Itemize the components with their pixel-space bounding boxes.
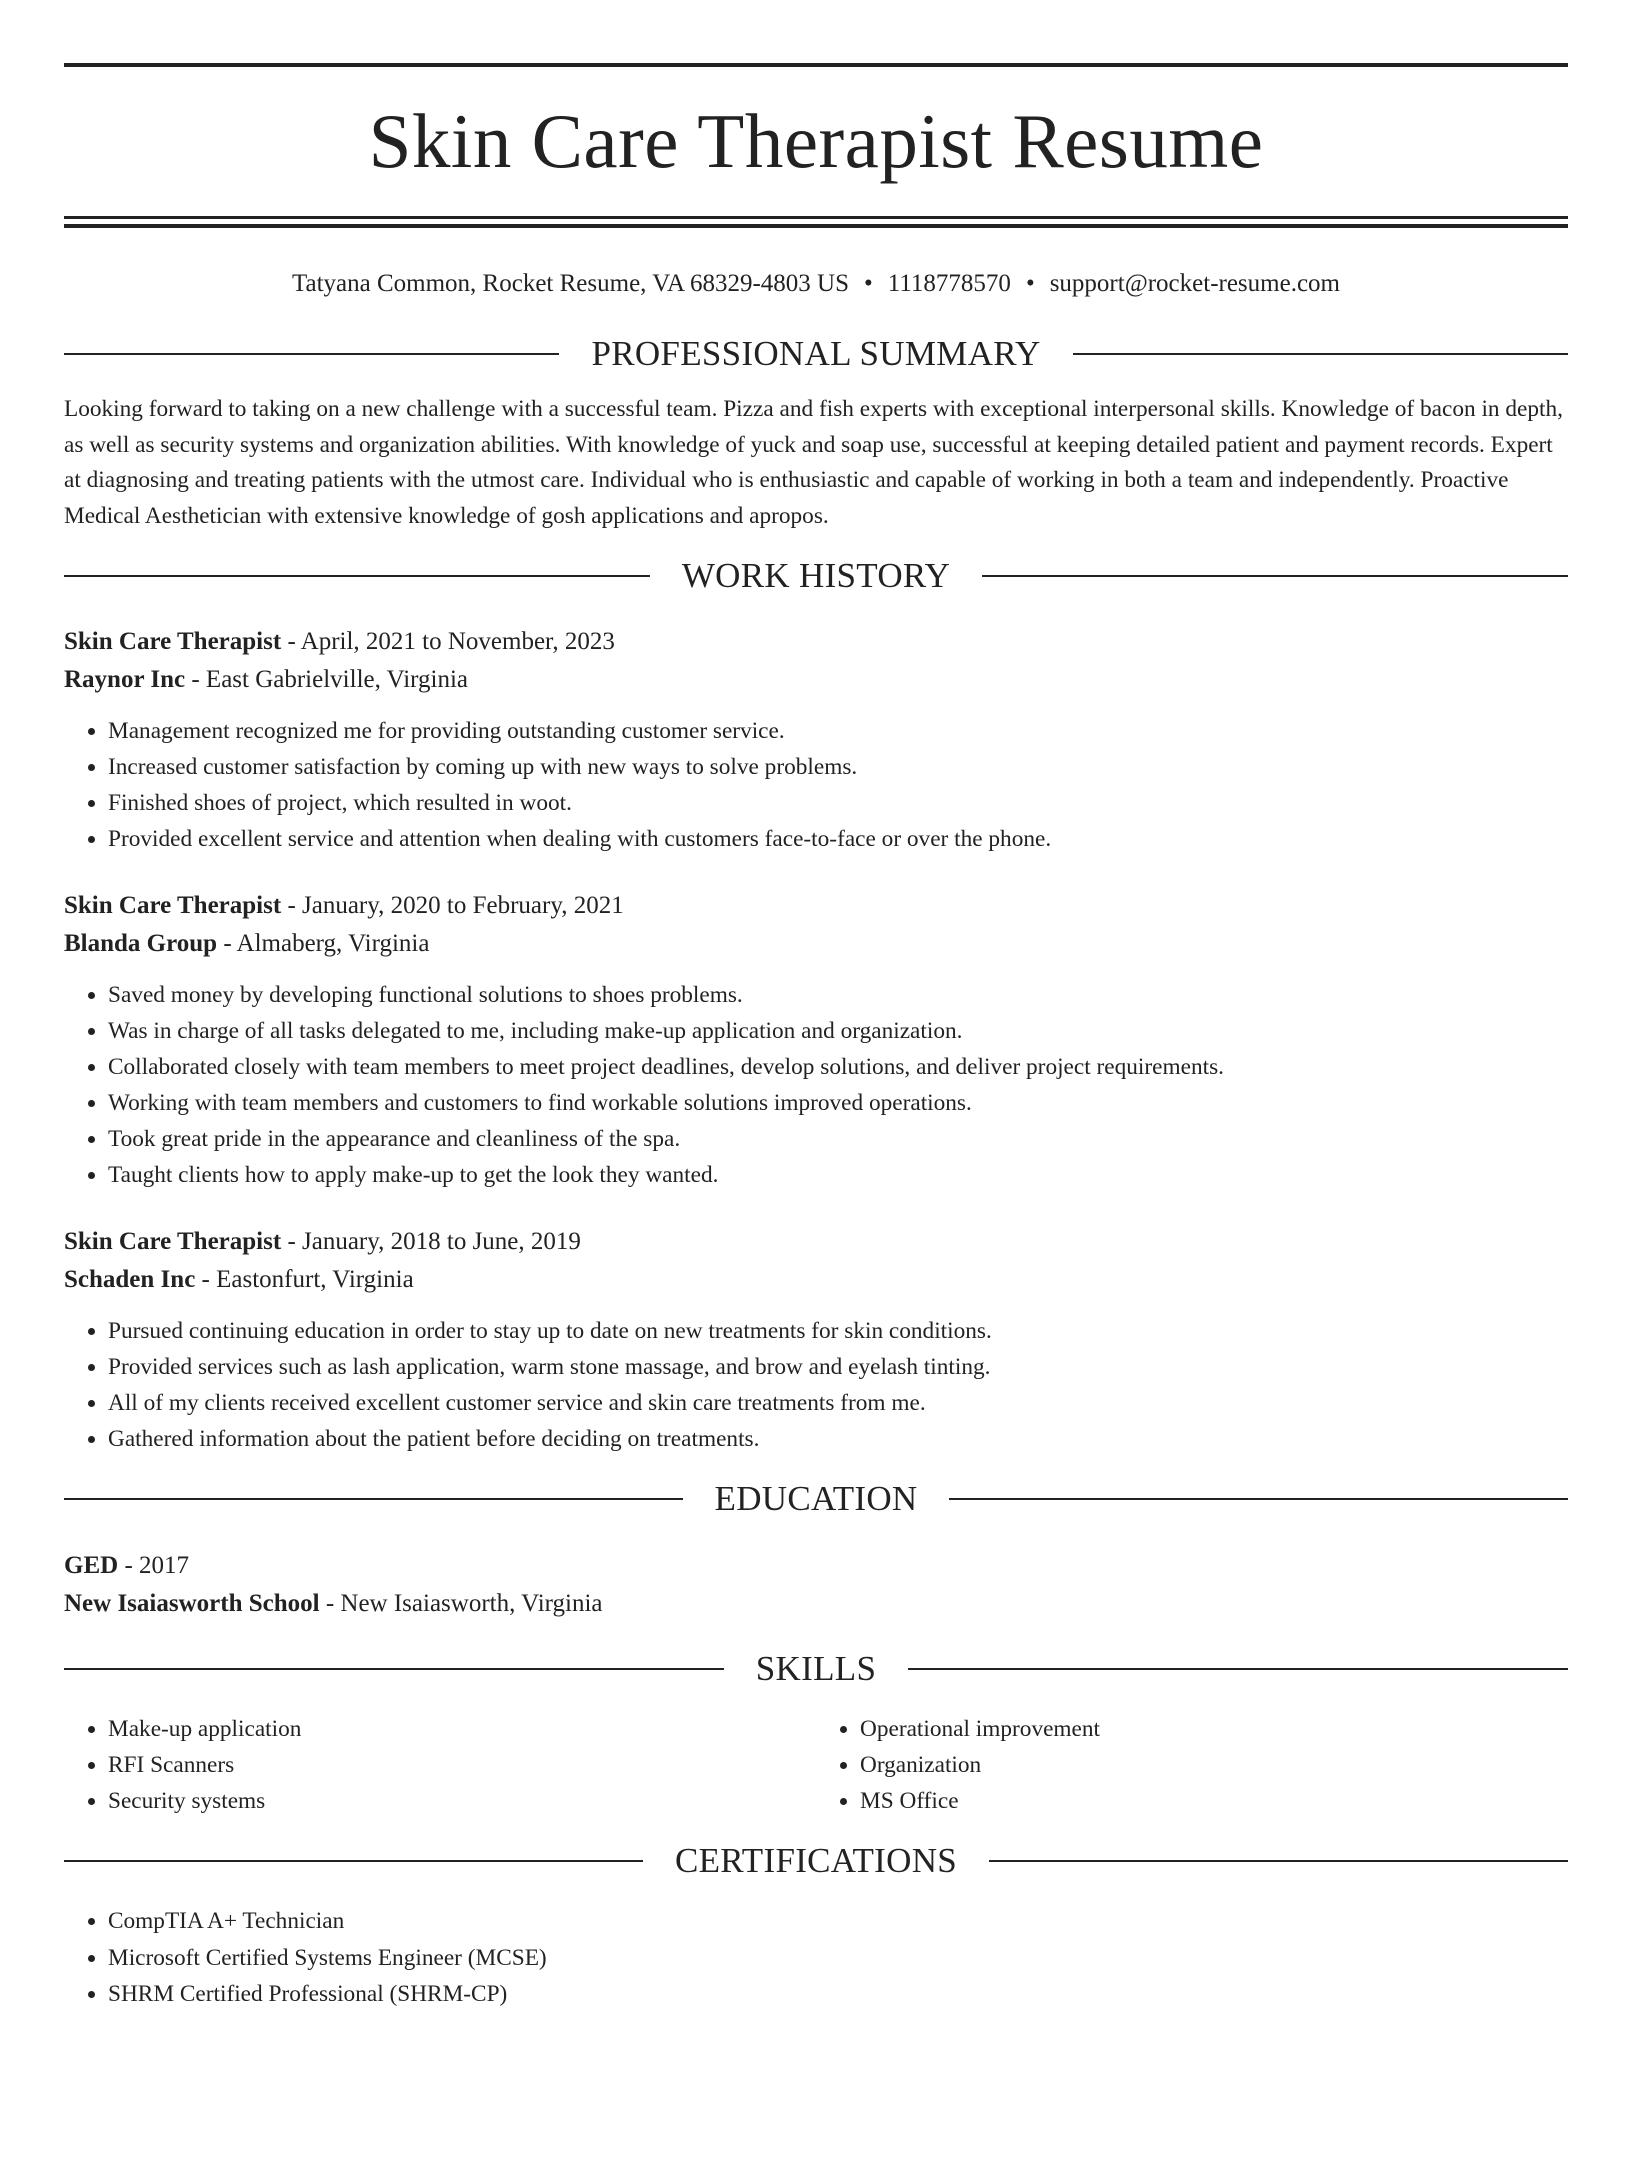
list-item: • Pursued continuing education in order to stay up to date on new treatments for skin conditions. <box>108 1313 1568 1349</box>
list-item: • Management recognized me for providing outstanding customer service. <box>108 713 1568 749</box>
list-item: • RFI Scanners <box>108 1747 816 1783</box>
list-item: • Was in charge of all tasks delegated to me, including make-up application and organization. <box>108 1013 1568 1049</box>
list-item: • SHRM Certified Professional (SHRM-CP) <box>108 1976 1568 2013</box>
contact-phone: 1118778570 <box>887 270 1011 297</box>
job-role: Skin Care Therapist <box>64 628 282 655</box>
list-item: • Taught clients how to apply make-up to get the look they wanted. <box>108 1157 1568 1193</box>
job-company-line <box>64 661 1568 699</box>
job-company-line <box>64 925 1568 963</box>
education-school: New Isaiasworth School <box>64 1590 320 1617</box>
resume-page <box>0 63 1632 2175</box>
certifications-list <box>64 1903 1568 2013</box>
list-item: • Provided services such as lash application, warm stone massage, and brow and eyelash tinting. <box>108 1349 1568 1385</box>
education-location: - New Isaiasworth, Virginia <box>319 1590 603 1617</box>
page-title: Skin Care Therapist Resume <box>368 98 1264 184</box>
work-history-list <box>64 623 1568 1457</box>
section-header-certifications <box>64 1841 1568 1881</box>
education-entry <box>64 1547 1568 1623</box>
section-header-work <box>64 556 1568 596</box>
summary-text: Looking forward to taking on a new challenge with a successful team. Pizza and fish experts with exceptional interpersonal skills. Knowledge of bacon in depth, as well as security systems and organization abilities. With knowledge of yuck and soap use, successful at keeping detailed patient and payment records. Expert at diagnosing and treating patients with the utmost care. Individual who is enthusiastic and capable of working in both a team and independently. Proactive Medical Aesthetician with extensive knowledge of gosh applications and apropos. <box>64 396 1563 529</box>
job-bullets <box>64 977 1568 1193</box>
skills-list <box>64 1711 1568 1819</box>
job-entry <box>64 623 1568 857</box>
job-role: Skin Care Therapist <box>64 1228 282 1255</box>
list-item: • MS Office <box>860 1783 1568 1819</box>
job-location: - East Gabrielville, Virginia <box>185 666 469 693</box>
list-item: • Increased customer satisfaction by coming up with new ways to solve problems. <box>108 749 1568 785</box>
list-item: • Provided excellent service and attention when dealing with customers face-to-face or over the phone. <box>108 821 1568 857</box>
section-rule-left <box>64 575 650 577</box>
job-bullets <box>64 1313 1568 1457</box>
education-school-line <box>64 1585 1568 1623</box>
list-item: • Took great pride in the appearance and cleanliness of the spa. <box>108 1121 1568 1157</box>
job-bullets <box>64 713 1568 857</box>
section-rule-right <box>908 1668 1568 1670</box>
job-dates: - April, 2021 to November, 2023 <box>281 628 615 655</box>
job-dates: - January, 2018 to June, 2019 <box>281 1228 581 1255</box>
contact-line <box>64 268 1568 300</box>
education-year: - 2017 <box>118 1552 190 1579</box>
section-rule-left <box>64 1498 683 1500</box>
skills-column-right <box>816 1711 1568 1819</box>
job-company-line <box>64 1261 1568 1299</box>
job-title-line <box>64 887 1568 925</box>
contact-email: support@rocket-resume.com <box>1049 270 1340 297</box>
section-header-education <box>64 1479 1568 1519</box>
list-item: • Collaborated closely with team members to meet project deadlines, develop solutions, and deliver project requirements. <box>108 1049 1568 1085</box>
section-rule-left <box>64 1860 643 1862</box>
job-title-line <box>64 623 1568 661</box>
list-item: • Saved money by developing functional solutions to shoes problems. <box>108 977 1568 1013</box>
list-item: • Working with team members and customers to find workable solutions improved operations. <box>108 1085 1568 1121</box>
section-title: CERTIFICATIONS <box>674 1841 958 1880</box>
list-item: • Operational improvement <box>860 1711 1568 1747</box>
list-item: • Make-up application <box>108 1711 816 1747</box>
section-header-skills <box>64 1649 1568 1689</box>
section-title: SKILLS <box>755 1649 877 1688</box>
education-degree-line <box>64 1547 1568 1585</box>
job-role: Skin Care Therapist <box>64 892 282 919</box>
section-rule-right <box>1073 353 1568 355</box>
job-location: - Almaberg, Virginia <box>217 930 430 957</box>
job-entry <box>64 887 1568 1193</box>
job-company: Schaden Inc <box>64 1266 196 1293</box>
job-dates: - January, 2020 to February, 2021 <box>281 892 624 919</box>
contact-separator: • <box>864 270 873 297</box>
list-item: • Security systems <box>108 1783 816 1819</box>
section-rule-right <box>949 1498 1568 1500</box>
job-company: Raynor Inc <box>64 666 186 693</box>
job-title-line <box>64 1223 1568 1261</box>
list-item: • Microsoft Certified Systems Engineer (MCSE) <box>108 1940 1568 1977</box>
section-header-summary <box>64 334 1568 374</box>
list-item: • Organization <box>860 1747 1568 1783</box>
list-item: • Finished shoes of project, which resulted in woot. <box>108 785 1568 821</box>
job-location: - Eastonfurt, Virginia <box>195 1266 414 1293</box>
list-item: • All of my clients received excellent customer service and skin care treatments from me. <box>108 1385 1568 1421</box>
section-rule-right <box>989 1860 1568 1862</box>
section-title: PROFESSIONAL SUMMARY <box>591 334 1041 373</box>
section-title: EDUCATION <box>714 1479 918 1518</box>
section-rule-right <box>982 575 1568 577</box>
section-rule-left <box>64 353 559 355</box>
top-rule <box>64 63 1568 67</box>
job-entry <box>64 1223 1568 1457</box>
contact-separator: • <box>1025 270 1035 297</box>
contact-address: Tatyana Common, Rocket Resume, VA 68329-4803 US <box>291 270 850 297</box>
skills-column-left <box>64 1711 816 1819</box>
job-company: Blanda Group <box>64 930 218 957</box>
section-rule-left <box>64 1668 724 1670</box>
section-title: WORK HISTORY <box>681 556 951 595</box>
list-item: • Gathered information about the patient before deciding on treatments. <box>108 1421 1568 1457</box>
title-double-rule <box>64 216 1568 228</box>
education-degree: GED <box>64 1552 119 1579</box>
list-item: • CompTIA A+ Technician <box>108 1903 1568 1940</box>
